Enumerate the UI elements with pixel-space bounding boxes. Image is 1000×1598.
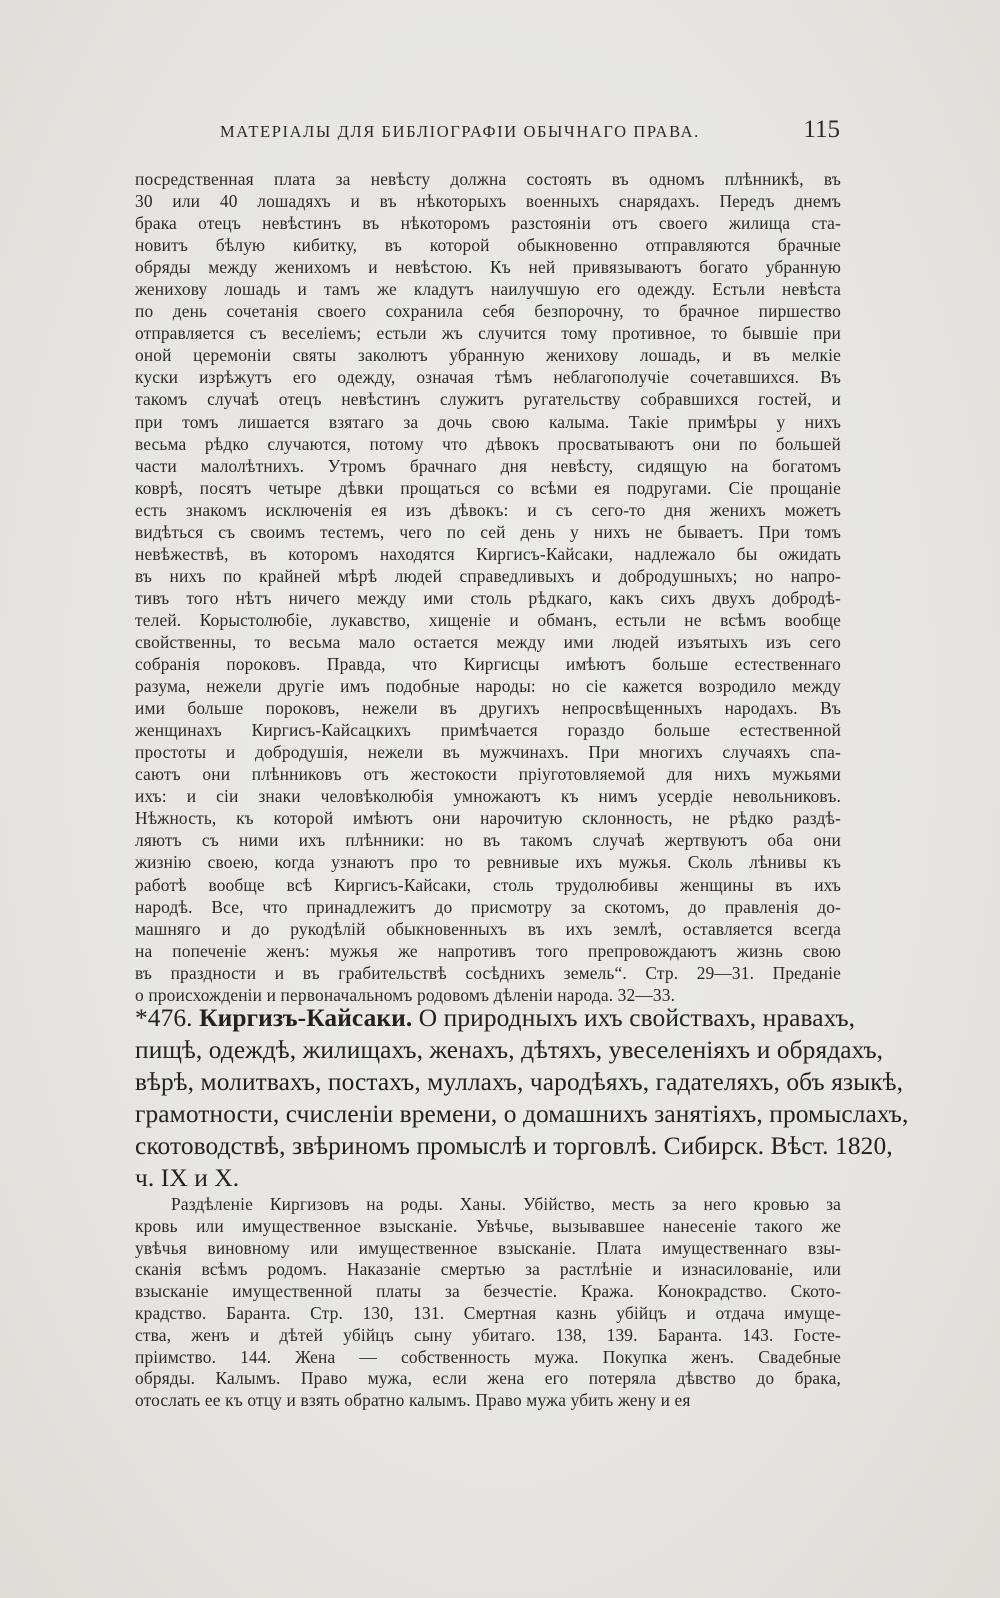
text-line: обряды между женихомъ и невѣстою. Къ ней привязываютъ богато убранную bbox=[135, 257, 841, 278]
heading-line bbox=[135, 1002, 856, 1034]
text-line: части малолѣтнихъ. Утромъ брачнаго дня невѣсту, сидящую на богатомъ bbox=[135, 455, 841, 476]
text-line: по день сочетанія своего сохранила себя безпорочну, то брачное пиршество bbox=[135, 301, 841, 322]
summary-line: кровь или имущественное взысканіе. Увѣчье, вызывавшее нанесеніе такого же bbox=[135, 1215, 841, 1236]
summary-line: взысканіе имущественной платы за безчестіе. Кража. Конокрадство. Ското- bbox=[135, 1281, 841, 1302]
summary-line: крадство. Баранта. Стр. 130, 131. Смертная казнь убійцъ и отдача имуще- bbox=[135, 1302, 841, 1323]
summary-line: увѣчья виновному или имущественное взысканіе. Плата имущественнаго взы- bbox=[135, 1237, 841, 1258]
summary-line: отослать ее къ отцу и взять обратно калымъ. Право мужа убить жену и ея bbox=[135, 1390, 691, 1411]
text-line: въ праздности и въ грабительствѣ сосѣднихъ земель“. Стр. 29—31. Преданіе bbox=[135, 962, 841, 983]
text-line: отправляется съ веселіемъ; естьли жъ случится тому противное, то бывшіе при bbox=[135, 323, 841, 344]
page-number: 115 bbox=[803, 116, 840, 143]
entry-heading bbox=[135, 1002, 909, 1195]
entry-summary bbox=[135, 1194, 841, 1412]
text-line: телей. Корыстолюбіе, лукавство, хищеніе и обманъ, естьли не всѣмъ вообще bbox=[135, 609, 841, 630]
text-line: на попеченіе женъ: мужья же напротивъ того препровождаютъ жизнь свою bbox=[135, 940, 841, 961]
text-line: есть знакомъ исключенія ея изъ дѣвокъ: и съ сего-то дня женихъ можетъ bbox=[135, 499, 841, 520]
text-line: новитъ бѣлую кибитку, въ которой обыкновенно отправляются брачные bbox=[135, 235, 841, 256]
summary-line: ства, женъ и дѣтей убійцъ сыну убитаго. 138, 139. Баранта. 143. Госте- bbox=[135, 1324, 841, 1345]
summary-line: обряды. Калымъ. Право мужа, если жена его потеряла дѣвство до брака, bbox=[135, 1368, 841, 1389]
text-line: весьма рѣдко случаются, потому что дѣвокъ просватываютъ они по большей bbox=[135, 433, 841, 454]
text-line: женихову лошадь и тамъ же кладутъ наилучшую его одежду. Естьли невѣста bbox=[135, 279, 841, 300]
text-line: ляютъ съ ними ихъ плѣнники: но въ такомъ случаѣ жертвуютъ оба они bbox=[135, 830, 841, 851]
text-line: посредственная плата за невѣсту должна состоять въ одномъ плѣнникѣ, въ bbox=[135, 169, 841, 189]
heading-line: скотоводствѣ, звѣриномъ промыслѣ и торговлѣ. Сибирск. Вѣст. 1820, bbox=[135, 1132, 893, 1161]
page-header bbox=[220, 118, 840, 148]
text-line: ими больше пороковъ, нежели въ другихъ непросвѣщенныхъ народахъ. Въ bbox=[135, 698, 841, 719]
heading-line: пищѣ, одеждѣ, жилищахъ, женахъ, дѣтяхъ, увеселеніяхъ и обрядахъ, bbox=[135, 1036, 884, 1065]
text-line: тивъ того нѣтъ ничего между ими столь рѣдкаго, какъ сихъ двухъ добродѣ- bbox=[135, 587, 841, 608]
summary-line: пріимство. 144. Жена — собственность мужа. Покупка женъ. Свадебные bbox=[135, 1346, 841, 1367]
heading-line: ч. IX и X. bbox=[135, 1164, 240, 1193]
text-line: машняго и до рукодѣлій обыкновенныхъ въ ихъ землѣ, оставляется всегда bbox=[135, 918, 841, 939]
text-line: свойственны, то весьма мало остается между ими людей изъятыхъ изъ сего bbox=[135, 631, 841, 652]
text-line: народѣ. Все, что принадлежитъ до присмотру за скотомъ, до правленія до- bbox=[135, 896, 841, 917]
entry-number: *476. bbox=[135, 1004, 200, 1032]
summary-line: сканія всѣмъ родомъ. Наказаніе смертью за растлѣніе и изнасилованіе, или bbox=[135, 1259, 841, 1280]
text-line: оной церемоніи святы заколютъ убранную женихову лошадь, и въ мелкіе bbox=[135, 345, 841, 366]
text-line: саютъ они плѣнниковъ отъ жестокости пріуготовляемой для нихъ мужьями bbox=[135, 764, 841, 785]
quoted-passage bbox=[135, 168, 841, 1006]
running-title: МАТЕРІАЛЫ ДЛЯ БИБЛІОГРАФІИ ОБЫЧНАГО ПРАВА. bbox=[220, 122, 700, 141]
text-line: простоты и добродушія, нежели въ мужчинахъ. При многихъ случаяхъ спа- bbox=[135, 742, 841, 763]
heading-line: вѣрѣ, молитвахъ, постахъ, муллахъ, чародѣяхъ, гадателяхъ, объ языкѣ, bbox=[135, 1068, 904, 1097]
text-line: коврѣ, посятъ четыре дѣвки прощаться со всѣми ея подругами. Сіе прощаніе bbox=[135, 477, 841, 498]
text-line: видѣться съ своимъ тестемъ, чего по сей день у нихъ не бываетъ. При томъ bbox=[135, 521, 841, 542]
text-line: женщинахъ Киргисъ-Кайсацкихъ примѣчается гораздо больше естественной bbox=[135, 720, 841, 741]
text-line: разума, нежели другіе имъ подобные народы: но сіе кажется возродило между bbox=[135, 676, 841, 697]
text-line: невѣжествѣ, въ которомъ находятся Киргисъ-Кайсаки, надлежало бы ожидать bbox=[135, 543, 841, 564]
entry-title-rest: О природныхъ ихъ свойствахъ, нравахъ, bbox=[412, 1004, 856, 1032]
text-line: ихъ: и сіи знаки человѣколюбія умножаютъ къ нимъ усердіе невольниковъ. bbox=[135, 786, 841, 807]
heading-line: грамотности, счисленіи времени, о домашнихъ занятіяхъ, промыслахъ, bbox=[135, 1100, 909, 1129]
text-line: куски изрѣжутъ его одежду, означая тѣмъ неблагополучіе сочетавшихся. Въ bbox=[135, 367, 841, 388]
text-line: при томъ лишается взятаго за дочь свою калыма. Такіе примѣры у нихъ bbox=[135, 411, 841, 432]
text-line: брака отецъ невѣстинъ въ нѣкоторомъ разстояніи отъ своего жилища ста- bbox=[135, 213, 841, 234]
text-line: 30 или 40 лошадяхъ и въ нѣкоторыхъ военныхъ снарядахъ. Передъ днемъ bbox=[135, 191, 841, 212]
text-line: работѣ вообще всѣ Киргисъ-Кайсаки, столь трудолюбивы женщины въ ихъ bbox=[135, 874, 841, 895]
text-line: Нѣжность, къ которой имѣютъ они нарочитую склонность, не рѣдко раздѣ- bbox=[135, 808, 841, 829]
summary-line: Раздѣленіе Киргизовъ на роды. Ханы. Убійство, месть за него кровью за bbox=[171, 1194, 841, 1214]
text-line: собранія пороковъ. Правда, что Киргисцы имѣютъ больше естественнаго bbox=[135, 654, 841, 675]
text-line: жизнію своею, когда узнаютъ про то ревнивые ихъ мужья. Сколь лѣнивы къ bbox=[135, 852, 841, 873]
text-line: такомъ случаѣ отецъ невѣстинъ служитъ ругательству собравшихся гостей, и bbox=[135, 389, 841, 410]
text-line: о происхожденіи и первоначальномъ родовомъ дѣленіи народа. 32—33. bbox=[135, 984, 676, 1005]
text-line: въ нихъ по крайней мѣрѣ людей справедливыхъ и добродушныхъ; но напро- bbox=[135, 565, 841, 586]
entry-subject: Киргизъ-Кайсаки. bbox=[199, 1004, 413, 1032]
